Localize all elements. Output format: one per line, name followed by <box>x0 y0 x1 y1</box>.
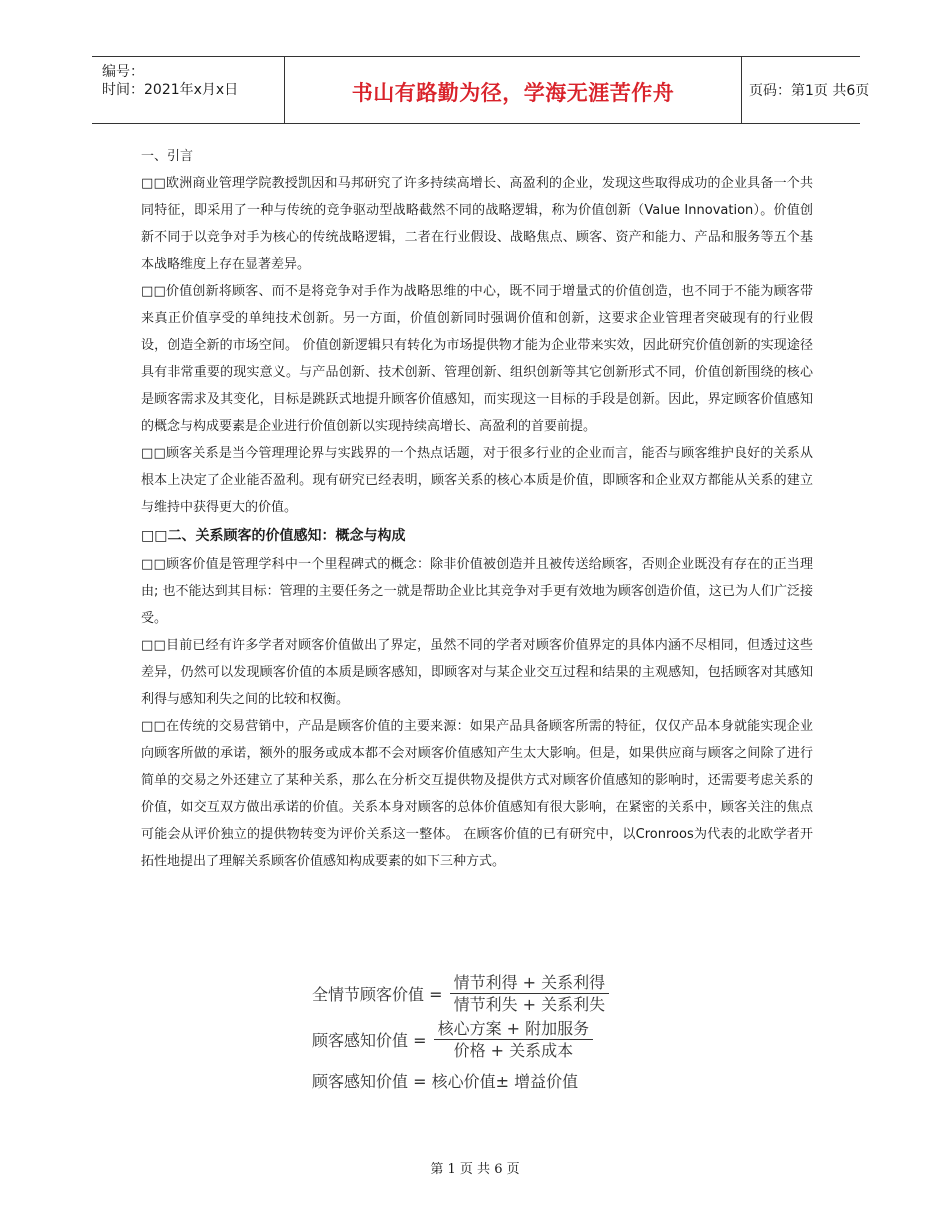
paragraph-4: □□顾客价值是管理学科中一个里程碑式的概念：除非价值被创造并且被传送给顾客，否则企业既没有存在的正当理由; 也不能达到其目标：管理的主要任务之一就是帮助企业比其竞争对手更有效地为顾客创造价值，这已为人们广泛接受。 <box>141 557 813 626</box>
formula-2 <box>312 1019 593 1060</box>
formula-block <box>312 973 652 1093</box>
section-2-title: □□二、关系顾客的价值感知：概念与构成 <box>141 528 406 544</box>
header-meta-cell <box>92 57 284 123</box>
formula-2-denominator: 价格 + 关系成本 <box>453 1041 574 1060</box>
paragraph-2: □□价值创新将顾客、而不是将竞争对手作为战略思维的中心，既不同于增量式的价值创造，也不同于不能为顾客带来真正价值享受的单纯技术创新。另一方面，价值创新同时强调价值和创新，这要求企业管理者突破现有的行业假设，创造全新的市场空间。 价值创新逻辑只有转化为市场提供物才能为企业带来实效，因此研究价值创新的实现途径具有非常重要的现实意义。与产品创新、技术创新、管理创新、组织创新等其它创新形式不同，价值创新围绕的核心是顾客需求及其变化，目标是跳跃式地提升顾客价值感知，而实现这一目标的手段是创新。因此，界定顾客价值感知的概念与构成要素是企业进行价值创新以实现持续高增长、高盈利的首要前提。 <box>141 284 813 434</box>
paragraph-3: □□顾客关系是当今管理理论界与实践界的一个热点话题，对于很多行业的企业而言，能否与顾客维护良好的关系从根本上决定了企业能否盈利。现有研究已经表明，顾客关系的核心本质是价值，即顾客和企业双方都能从关系的建立与维持中获得更大的价值。 <box>141 446 813 515</box>
page-footer: 第 1 页 共 6 页 <box>430 1162 520 1177</box>
header-motto: 书山有路勤为径，学海无涯苦作舟 <box>351 81 675 105</box>
formula-2-fraction <box>434 1019 594 1060</box>
formula-1 <box>312 973 609 1014</box>
header-motto-cell <box>284 57 742 123</box>
header-time-label: 时间：2021年x月x日 <box>102 82 239 98</box>
document-header <box>92 56 870 124</box>
header-page-cell <box>741 57 870 123</box>
formula-1-numerator: 情节利得 + 关系利得 <box>450 973 610 994</box>
intro-title: 一、引言 <box>141 149 194 164</box>
paragraph-1: □□欧洲商业管理学院教授凯因和马邦研究了许多持续高增长、高盈利的企业，发现这些取得成功的企业具备一个共同特征，即采用了一种与传统的竞争驱动型战略截然不同的战略逻辑，称为价值创新（Value Innovation）。价值创新不同于以竞争对手为核心的传统战略逻辑，二者在行业假设、战略焦点、顾客、资产和能力、产品和服务等五个基本战略维度上存在显著差异。 <box>141 176 813 272</box>
formula-1-denominator: 情节利失 + 关系利失 <box>453 995 606 1014</box>
formula-1-lhs: 全情节顾客价值 = <box>312 985 443 1004</box>
formula-3: 顾客感知价值 = 核心价值± 增益价值 <box>312 1072 579 1091</box>
document-body <box>141 143 813 875</box>
header-page-info: 页码：第1页 共6页 <box>749 83 870 99</box>
header-number-label: 编号： <box>102 64 144 80</box>
formula-2-lhs: 顾客感知价值 = <box>312 1031 427 1050</box>
paragraph-6: □□在传统的交易营销中，产品是顾客价值的主要来源：如果产品具备顾客所需的特征，仅仅产品本身就能实现企业向顾客所做的承诺，额外的服务或成本都不会对顾客价值感知产生太大影响。但是，如果供应商与顾客之间除了进行简单的交易之外还建立了某种关系，那么在分析交互提供物及提供方式对顾客价值感知的影响时，还需要考虑关系的价值，如交互双方做出承诺的价值。关系本身对顾客的总体价值感知有很大影响，在紧密的关系中，顾客关注的焦点可能会从评价独立的提供物转变为评价关系这一整体。 在顾客价值的已有研究中，以Cronroos为代表的北欧学者开拓性地提出了理解关系顾客价值感知构成要素的如下三种方式。 <box>141 719 813 869</box>
formula-1-fraction <box>450 973 610 1014</box>
paragraph-5: □□目前已经有许多学者对顾客价值做出了界定，虽然不同的学者对顾客价值界定的具体内涵不尽相同，但透过这些差异，仍然可以发现顾客价值的本质是顾客感知，即顾客对与某企业交互过程和结果的主观感知，包括顾客对其感知利得与感知利失之间的比较和权衡。 <box>141 638 813 707</box>
formula-2-numerator: 核心方案 + 附加服务 <box>434 1019 594 1040</box>
